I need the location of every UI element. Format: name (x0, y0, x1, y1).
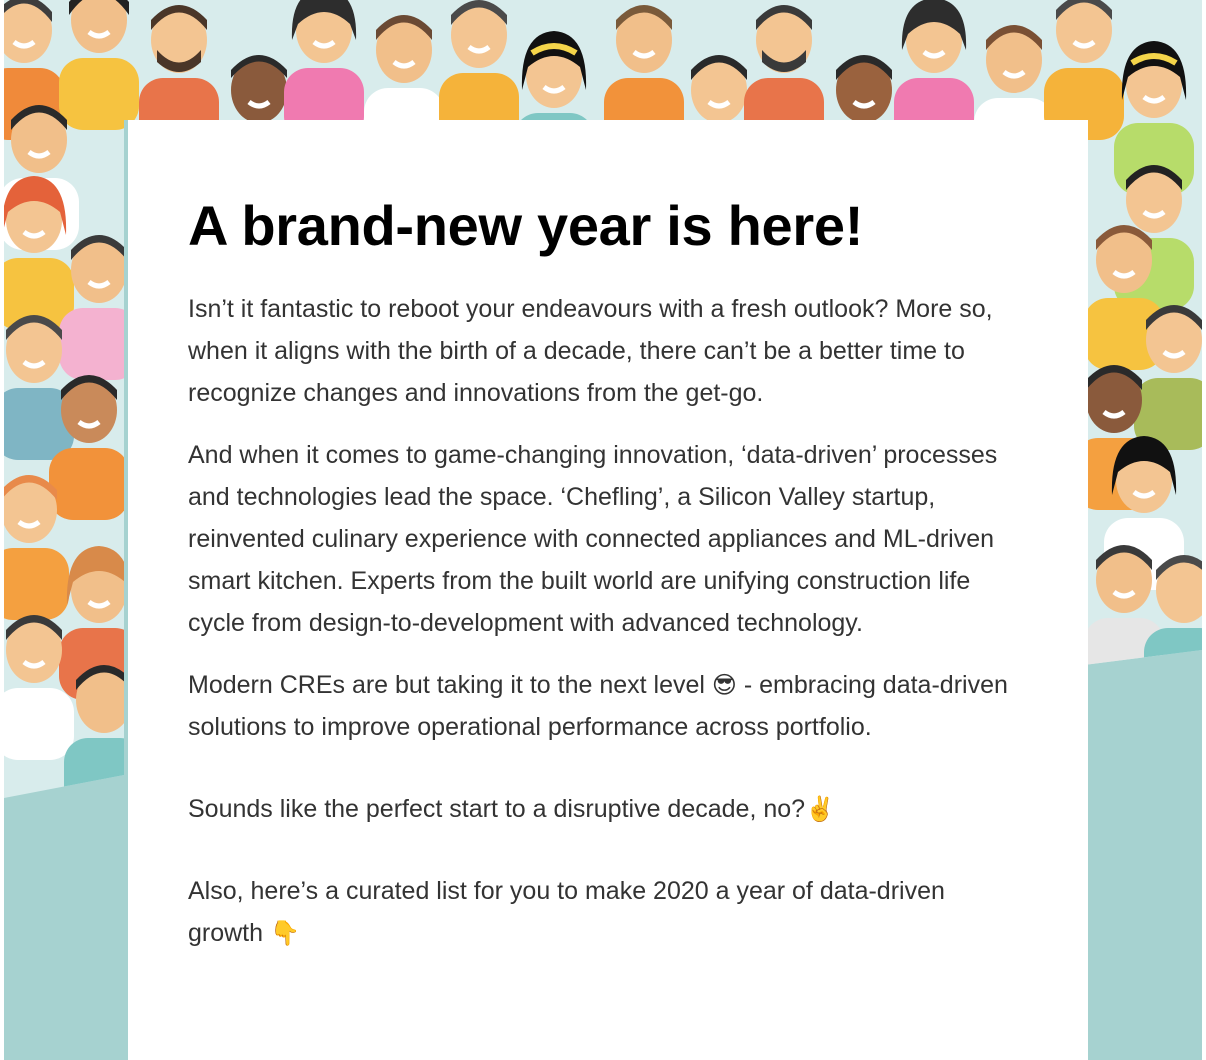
curated-list-text: Also, here’s a curated list for you to make 2020 a year of data-driven growth (188, 877, 945, 947)
email-headline: A brand-new year is here! (188, 194, 864, 257)
curated-list-paragraph (188, 870, 1018, 954)
cre-paragraph-text-start: Modern CREs are but taking it to the next level (188, 671, 712, 699)
email-banner (4, 0, 1202, 1060)
pointing-down-emoji-icon: 👇 (269, 919, 300, 947)
disruptive-decade-paragraph (188, 788, 1018, 830)
disruptive-decade-text: Sounds like the perfect start to a disruptive decade, no? (188, 795, 806, 823)
cre-paragraph-text-end: - embracing data-driven solutions to improve operational performance across portfolio. (188, 671, 1008, 741)
sunglasses-emoji-icon: 😎 (711, 671, 737, 699)
victory-hand-emoji-icon: ✌️ (805, 795, 835, 823)
innovation-paragraph: And when it comes to game-changing innovation, ‘data-driven’ processes and technologies lead the space. ‘Chefling’, a Silicon Valley startup, reinvented culinary experience with connected appliances and ML-driven smart kitchen. Experts from the built world are unifying construction life cycle from design-to-development with advanced technology. (188, 441, 998, 637)
email-content-card (128, 120, 1088, 1060)
intro-paragraph: Isn’t it fantastic to reboot your endeavours with a fresh outlook? More so, when it aligns with the birth of a decade, there can’t be a better time to recognize changes and innovations from the get-go. (188, 295, 993, 407)
cre-paragraph (188, 664, 1018, 748)
